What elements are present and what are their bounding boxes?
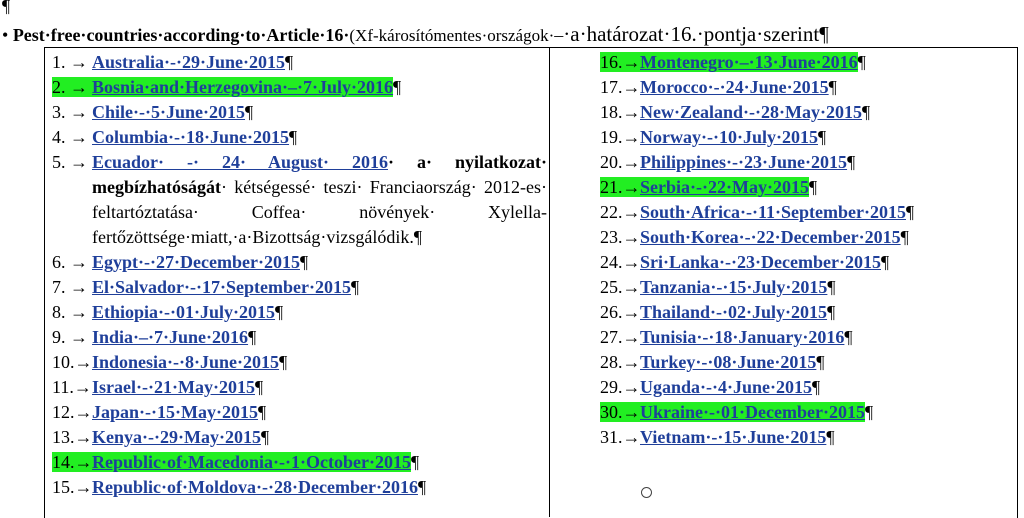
list-number: 28.→ xyxy=(600,352,641,372)
list-number: 31.→ xyxy=(600,427,641,447)
anchor-circle-icon xyxy=(641,487,652,498)
highlighted-entry xyxy=(600,177,809,197)
entry xyxy=(52,252,300,272)
list-number: 13.→ xyxy=(52,427,93,447)
paragraph-mark: ¶ xyxy=(828,77,837,97)
list-item xyxy=(600,400,1010,425)
paragraph-mark: ¶ xyxy=(410,452,420,472)
paragraph-mark: ¶ xyxy=(289,127,298,147)
list-number: 18.→ xyxy=(600,102,641,122)
country-link[interactable]: Kenya·-·29·May·2015 xyxy=(92,427,261,447)
country-link[interactable]: Republic·of·Macedonia·-·1·October·2015 xyxy=(92,452,411,472)
entry xyxy=(600,427,826,447)
list-item xyxy=(600,100,1010,125)
list-number: 22.→ xyxy=(600,202,641,222)
list-item xyxy=(600,200,1010,225)
entry xyxy=(600,77,829,97)
paragraph-mark: ¶ xyxy=(279,352,288,372)
country-link[interactable]: Egypt·-·27·December·2015 xyxy=(92,252,300,272)
country-link[interactable]: Norway·-·10·July·2015 xyxy=(640,127,819,147)
note-bold: · a· nyilatkozat· megbízhatóságát xyxy=(92,152,547,197)
paragraph-mark: ¶ xyxy=(827,277,836,297)
country-link[interactable]: Ecuador· -· 24· August· 2016 xyxy=(92,152,388,172)
list-number: 7. → xyxy=(52,277,88,297)
entry xyxy=(600,227,901,247)
list-number: 6. → xyxy=(52,252,88,272)
list-number: 16.→ xyxy=(600,52,641,72)
list-item xyxy=(600,425,1010,450)
heading-title-en: Pest·free·countries·according·to·Article·16· xyxy=(12,25,350,45)
entry xyxy=(52,327,248,347)
paragraph-mark: ¶ xyxy=(844,327,853,347)
country-link[interactable]: Israel·-·21·May·2015 xyxy=(92,377,255,397)
list-item xyxy=(52,400,547,425)
entry xyxy=(52,377,255,397)
country-link[interactable]: Ukraine·-·01·December·2015 xyxy=(640,402,865,422)
country-link[interactable]: Chile·-·5·June·2015 xyxy=(92,102,246,122)
country-link[interactable]: Thailand·-·02·July·2015 xyxy=(640,302,828,322)
right-country-list xyxy=(600,50,1010,450)
list-item xyxy=(52,475,547,500)
country-link[interactable]: Tanzania·-·15·July·2015 xyxy=(640,277,828,297)
list-item xyxy=(600,250,1010,275)
entry xyxy=(52,302,275,322)
paragraph-mark: ¶ xyxy=(393,77,402,97)
list-number: 20.→ xyxy=(600,152,641,172)
paragraph-mark: ¶ xyxy=(900,227,909,247)
paragraph-mark: ¶ xyxy=(285,52,294,72)
list-number: 14.→ xyxy=(52,452,93,472)
entry xyxy=(52,52,285,72)
country-link[interactable]: El·Salvador·-·17·September·2015 xyxy=(92,277,352,297)
entry xyxy=(52,402,258,422)
list-number: 15.→ xyxy=(52,477,93,497)
list-number: 24.→ xyxy=(600,252,641,272)
list-number: 23.→ xyxy=(600,227,641,247)
list-number: 2. → xyxy=(52,77,88,97)
heading-dash: – xyxy=(554,25,564,45)
list-item xyxy=(52,375,547,400)
list-number: 21.→ xyxy=(600,177,641,197)
list-item xyxy=(600,50,1010,75)
column-divider xyxy=(549,47,550,517)
list-number: 17.→ xyxy=(600,77,641,97)
list-item xyxy=(52,325,547,350)
country-link[interactable]: Turkey·-·08·June·2015 xyxy=(640,352,817,372)
country-link[interactable]: Uganda·-·4·June·2015 xyxy=(640,377,813,397)
paragraph-mark: ¶ xyxy=(275,302,284,322)
list-item xyxy=(52,125,547,150)
paragraph-mark: ¶ xyxy=(261,427,270,447)
list-item xyxy=(600,325,1010,350)
list-number: 3. → xyxy=(52,102,88,122)
entry xyxy=(600,152,847,172)
country-link[interactable]: Columbia·-·18·June·2015 xyxy=(92,127,290,147)
list-item xyxy=(600,75,1010,100)
country-link[interactable]: Ethiopia·-·01·July·2015 xyxy=(92,302,276,322)
paragraph-mark: ¶ xyxy=(826,427,835,447)
entry xyxy=(52,477,418,497)
list-number: 11.→ xyxy=(52,377,92,397)
paragraph-mark: ¶ xyxy=(864,402,874,422)
highlighted-entry xyxy=(52,452,411,472)
paragraph-mark: ¶ xyxy=(248,327,257,347)
country-link[interactable]: New·Zealand·-·28·May·2015 xyxy=(640,102,863,122)
paragraph-mark: ¶ xyxy=(827,302,836,322)
country-link[interactable]: Republic·of·Moldova·-·28·December·2016 xyxy=(92,477,418,497)
entry xyxy=(600,352,816,372)
country-link[interactable]: India·–·7·June·2016 xyxy=(92,327,249,347)
country-link[interactable]: Japan·-·15·May·2015 xyxy=(92,402,259,422)
list-item xyxy=(600,275,1010,300)
entry xyxy=(600,102,862,122)
paragraph-mark: ¶ xyxy=(862,102,871,122)
highlighted-entry xyxy=(600,402,865,422)
list-item-ecuador xyxy=(52,150,547,250)
list-number: 12.→ xyxy=(52,402,93,422)
highlighted-entry xyxy=(52,77,393,97)
entry xyxy=(52,277,351,297)
entry xyxy=(600,377,812,397)
list-item xyxy=(52,300,547,325)
list-number: 26.→ xyxy=(600,302,641,322)
country-link[interactable]: Serbia·-·22·May·2015 xyxy=(640,177,809,197)
list-item xyxy=(600,175,1010,200)
list-item xyxy=(600,225,1010,250)
entry xyxy=(52,427,261,447)
left-country-list xyxy=(52,50,547,500)
highlighted-entry xyxy=(600,52,858,72)
entry xyxy=(600,252,881,272)
list-number: 8. → xyxy=(52,302,88,322)
heading-tail: ·a·határozat·16.·pontja·szerint¶ xyxy=(563,22,829,46)
paragraph-mark: ¶ xyxy=(809,177,818,197)
entry xyxy=(600,327,844,347)
list-item xyxy=(52,275,547,300)
paragraph-mark: ¶ xyxy=(245,102,254,122)
entry xyxy=(600,127,818,147)
list-number: 9. → xyxy=(52,327,88,347)
paragraph-mark: ¶ xyxy=(299,252,309,272)
entry xyxy=(52,102,245,122)
country-link[interactable]: Australia·-·29·June·2015 xyxy=(92,52,286,72)
country-link[interactable]: Tunisia·-·18·January·2016 xyxy=(640,327,845,347)
paragraph-mark: ¶ xyxy=(351,277,360,297)
heading-title-hu: (Xf-károsítómentes·országok· xyxy=(349,26,555,45)
paragraph-mark: ¶ xyxy=(254,377,264,397)
list-item xyxy=(52,250,547,275)
section-heading xyxy=(2,21,1024,47)
list-item xyxy=(52,350,547,375)
list-number: 29.→ xyxy=(600,377,641,397)
list-item xyxy=(52,75,547,100)
list-item xyxy=(600,375,1010,400)
country-link[interactable]: Morocco·-·24·June·2015 xyxy=(640,77,829,97)
paragraph-mark: ¶ xyxy=(818,127,827,147)
list-item xyxy=(52,50,547,75)
country-link[interactable]: Philippines·-·23·June·2015 xyxy=(640,152,848,172)
country-link[interactable]: Montenegro·–·13·June·2016 xyxy=(640,52,858,72)
list-number: 1. → xyxy=(52,52,88,72)
entry xyxy=(52,352,279,372)
country-link[interactable]: Indonesia·-·8·June·2015 xyxy=(92,352,280,372)
entry xyxy=(600,202,906,222)
paragraph-mark: ¶ xyxy=(816,352,825,372)
list-number: 27.→ xyxy=(600,327,641,347)
note-text: · kétségessé· teszi· Franciaország· 2012-es· feltartóztatása· Coffea· növények· Xylella-fertőzöttsége·miatt,·a·Bizottság·vizsgálódik.¶ xyxy=(92,177,547,247)
entry xyxy=(600,302,827,322)
paragraph-mark: ¶ xyxy=(906,202,915,222)
list-item xyxy=(52,100,547,125)
country-link[interactable]: Sri·Lanka·-·23·December·2015 xyxy=(640,252,881,272)
list-item xyxy=(52,450,547,475)
paragraph-mark: ¶ xyxy=(812,377,821,397)
paragraph-mark: ¶ xyxy=(2,0,11,16)
list-number: 30.→ xyxy=(600,402,641,422)
paragraph-mark: ¶ xyxy=(881,252,890,272)
paragraph-mark: ¶ xyxy=(417,477,427,497)
paragraph-mark: ¶ xyxy=(258,402,267,422)
list-number: 19.→ xyxy=(600,127,641,147)
list-item xyxy=(600,125,1010,150)
country-link[interactable]: South·Africa·-·11·September·2015 xyxy=(640,202,906,222)
list-item xyxy=(600,350,1010,375)
paragraph-mark: ¶ xyxy=(857,52,866,72)
list-number: 5. → xyxy=(52,152,88,172)
entry xyxy=(600,277,827,297)
country-link[interactable]: Bosnia·and·Herzegovina·–·7·July·2016 xyxy=(92,77,394,97)
country-link[interactable]: South·Korea·-·22·December·2015 xyxy=(640,227,901,247)
list-number: 10.→ xyxy=(52,352,93,372)
country-link[interactable]: Vietnam·-·15·June·2015 xyxy=(640,427,827,447)
list-number: 4. → xyxy=(52,127,88,147)
paragraph-mark: ¶ xyxy=(847,152,856,172)
list-item xyxy=(600,150,1010,175)
heading-bullet: • xyxy=(2,25,9,45)
list-number: 25.→ xyxy=(600,277,641,297)
list-item xyxy=(600,300,1010,325)
list-item xyxy=(52,425,547,450)
entry xyxy=(52,127,289,147)
